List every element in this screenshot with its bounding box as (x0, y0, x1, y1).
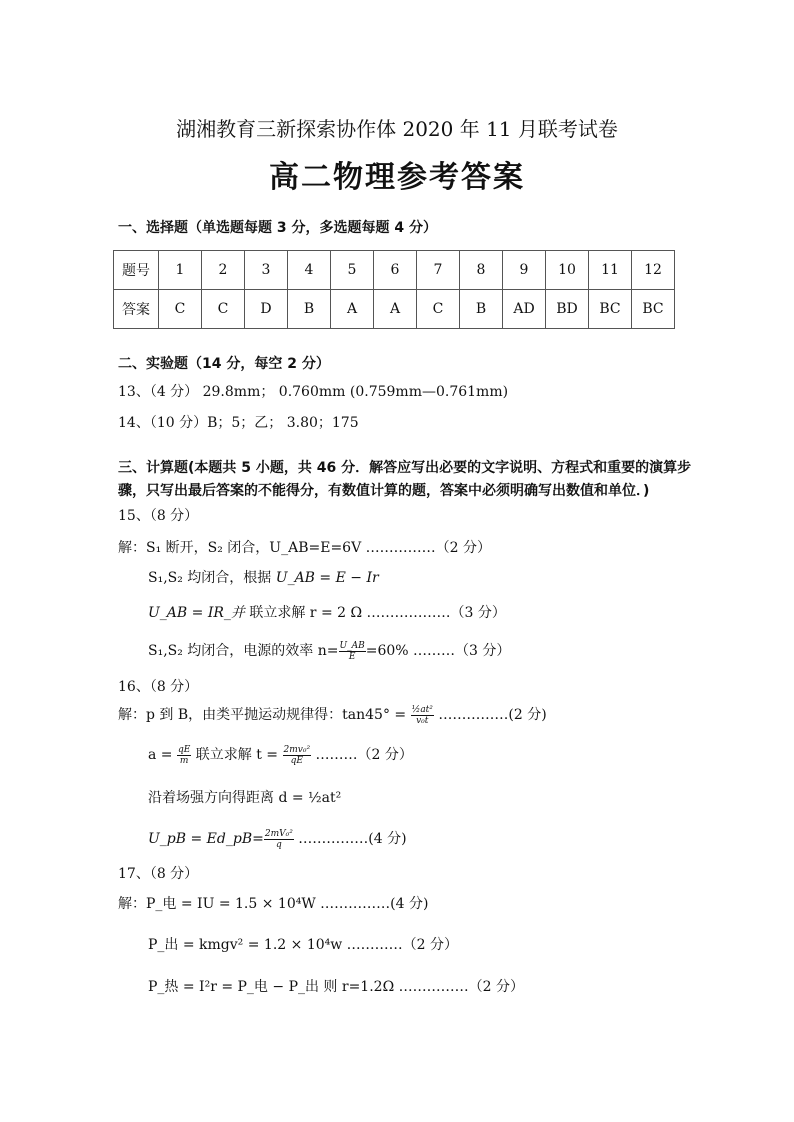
q16-line1-score: ……………(2 分) (433, 707, 547, 723)
q16-line2 (148, 744, 413, 766)
q16-line4 (148, 828, 407, 850)
section3-heading-line2: 骤，只写出最后答案的不能得分，有数值计算的题，答案中必须明确写出数值和单位．) (118, 483, 650, 499)
question-number-cell: 10 (546, 251, 589, 290)
answer-cell: BC (589, 290, 632, 329)
question-number-cell: 8 (460, 251, 503, 290)
question-number-cell: 3 (245, 251, 288, 290)
question-number-cell: 9 (503, 251, 546, 290)
fraction-denominator: q (275, 839, 282, 850)
answer-cell: A (331, 290, 374, 329)
q17-label: 17、（8 分） (118, 866, 199, 882)
answer-cell: BC (632, 290, 675, 329)
q15-line1: 解：S₁ 断开，S₂ 闭合，U_AB=E=6V ……………（2 分） (118, 540, 492, 556)
question-number-cell: 11 (589, 251, 632, 290)
fraction-denominator: v₀t (416, 715, 429, 726)
table-row-answers (114, 290, 675, 329)
q15-label: 15、（8 分） (118, 508, 199, 524)
answer-table (113, 250, 675, 329)
q15-line4-score: =60% ………（3 分） (365, 643, 511, 659)
q16-line4-score: ……………(4 分) (293, 831, 407, 847)
q16-line1-text: 解：p 到 B，由类平抛运动规律得：tan45° = (118, 707, 411, 723)
question-number-cell: 2 (202, 251, 245, 290)
table-row-numbers (114, 251, 675, 290)
answer-q13: 13、（4 分） 29.8mm； 0.760mm (0.759mm—0.761mm) (118, 384, 509, 400)
q15-line2-formula: U_AB = E − Ir (275, 570, 379, 586)
section2-heading: 二、实验题（14 分，每空 2 分） (118, 356, 330, 372)
q15-efficiency-fraction (339, 641, 366, 662)
page-title: 高二物理参考答案 (269, 160, 525, 195)
q16-line2-a: a = (148, 747, 177, 763)
q16-line1 (118, 704, 547, 726)
section1-heading: 一、选择题（单选题每题 3 分，多选题每题 4 分） (118, 220, 437, 236)
question-number-cell: 4 (288, 251, 331, 290)
q15-line4 (148, 640, 510, 662)
answer-cell: A (374, 290, 417, 329)
fraction-numerator: U_AB (339, 640, 365, 651)
question-number-cell: 7 (417, 251, 460, 290)
q17-line3: P_热 = I²r = P_电 − P_出 则 r=1.2Ω ……………（2 分） (148, 979, 524, 995)
question-number-cell: 6 (374, 251, 417, 290)
question-number-cell: 5 (331, 251, 374, 290)
answer-cell: D (245, 290, 288, 329)
q15-line2-text: S₁,S₂ 均闭合，根据 (148, 570, 276, 586)
q16-line3: 沿着场强方向得距离 d = ½at² (148, 790, 342, 806)
q16-line4-formula: U_pB = Ed_pB= (148, 831, 264, 847)
q16-tan-fraction (411, 705, 434, 726)
fraction-numerator: 2mv₀² (283, 744, 311, 755)
q17-line2: P_出 = kmgv² = 1.2 × 10⁴w …………（2 分） (148, 937, 459, 953)
q16-time-fraction (283, 745, 312, 766)
q16-voltage-fraction (264, 829, 294, 850)
answer-cell: BD (546, 290, 589, 329)
answer-cell: B (288, 290, 331, 329)
q15-line4-text: S₁,S₂ 均闭合，电源的效率 n= (148, 643, 339, 659)
section3-heading-line1: 三、计算题(本题共 5 小题，共 46 分．解答应写出必要的文字说明、方程式和重要的演算步 (118, 460, 692, 476)
fraction-numerator: 2mV₀² (264, 828, 293, 839)
answer-cell: C (417, 290, 460, 329)
row-label-answer: 答案 (114, 290, 159, 329)
question-number-cell: 12 (632, 251, 675, 290)
answer-cell: B (460, 290, 503, 329)
answer-q14: 14、（10 分）B；5；乙； 3.80；175 (118, 415, 359, 431)
q15-line2 (148, 567, 379, 587)
q15-line3-text: 联立求解 r = 2 Ω ………………（3 分） (244, 605, 506, 621)
q16-line2-score: ………（2 分） (311, 747, 413, 763)
fraction-denominator: qE (290, 755, 303, 766)
q16-line2-b: 联立求解 t = (191, 747, 283, 763)
q17-line1: 解：P_电 = IU = 1.5 × 10⁴W ……………(4 分) (118, 896, 429, 912)
q16-acceleration-fraction (177, 745, 191, 766)
fraction-numerator: ½at² (411, 704, 433, 715)
question-number-cell: 1 (159, 251, 202, 290)
answer-cell: C (202, 290, 245, 329)
answer-cell: C (159, 290, 202, 329)
fraction-denominator: E (348, 651, 356, 662)
q15-line3 (148, 602, 506, 622)
exam-subtitle: 湖湘教育三新探索协作体 2020 年 11 月联考试卷 (176, 117, 618, 141)
fraction-denominator: m (179, 755, 189, 766)
answer-cell: AD (503, 290, 546, 329)
fraction-numerator: qE (177, 744, 191, 755)
q16-label: 16、（8 分） (118, 679, 199, 695)
q15-line3-formula: U_AB = IR_并 (148, 605, 245, 621)
row-label-number: 题号 (114, 251, 159, 290)
